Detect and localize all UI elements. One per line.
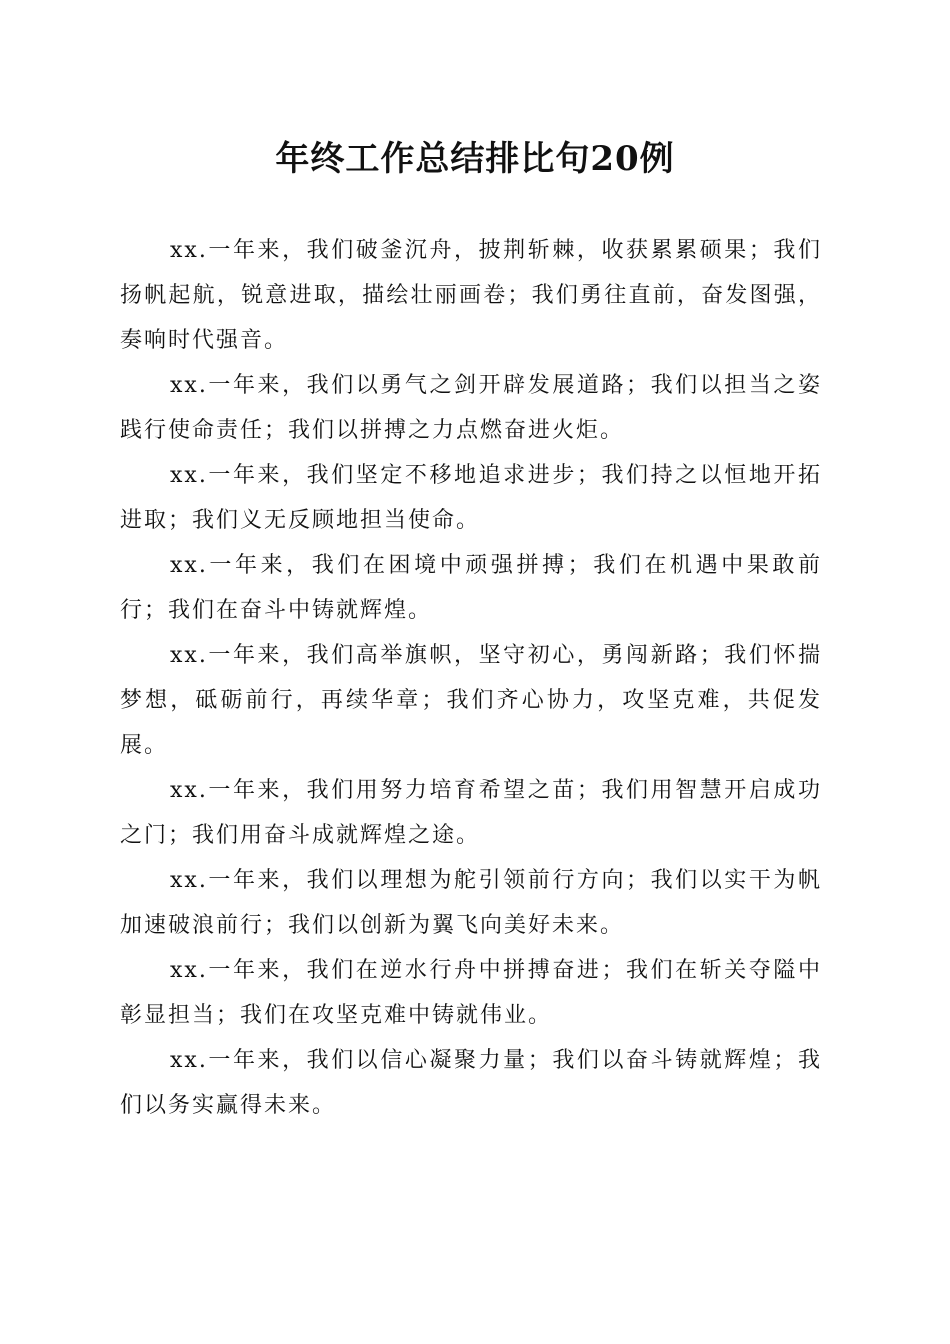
paragraph: xx.一年来，我们高举旗帜，坚守初心，勇闯新路；我们怀揣梦想，砥砺前行，再续华章；我们齐心协力，攻坚克难，共促发展。 — [120, 643, 822, 758]
paragraph: xx.一年来，我们在困境中顽强拼搏；我们在机遇中果敢前行；我们在奋斗中铸就辉煌。 — [120, 553, 822, 623]
paragraph: xx.一年来，我们以勇气之剑开辟发展道路；我们以担当之姿践行使命责任；我们以拼搏之力点燃奋进火炬。 — [120, 373, 822, 443]
paragraph: xx.一年来，我们破釜沉舟，披荆斩棘，收获累累硕果；我们扬帆起航，锐意进取，描绘壮丽画卷；我们勇往直前，奋发图强，奏响时代强音。 — [120, 238, 822, 353]
paragraph: xx.一年来，我们以理想为舵引领前行方向；我们以实干为帆加速破浪前行；我们以创新为翼飞向美好未来。 — [120, 868, 822, 938]
paragraph: xx.一年来，我们以信心凝聚力量；我们以奋斗铸就辉煌；我们以务实赢得未来。 — [120, 1048, 822, 1118]
paragraph: xx.一年来，我们用努力培育希望之苗；我们用智慧开启成功之门；我们用奋斗成就辉煌之途。 — [120, 778, 822, 848]
paragraph: xx.一年来，我们在逆水行舟中拼搏奋进；我们在斩关夺隘中彰显担当；我们在攻坚克难中铸就伟业。 — [120, 958, 822, 1028]
paragraph: xx.一年来，我们坚定不移地追求进步；我们持之以恒地开拓进取；我们义无反顾地担当使命。 — [120, 463, 822, 533]
document-body — [120, 228, 822, 1128]
document-title: 年终工作总结排比句20例 — [275, 139, 675, 179]
